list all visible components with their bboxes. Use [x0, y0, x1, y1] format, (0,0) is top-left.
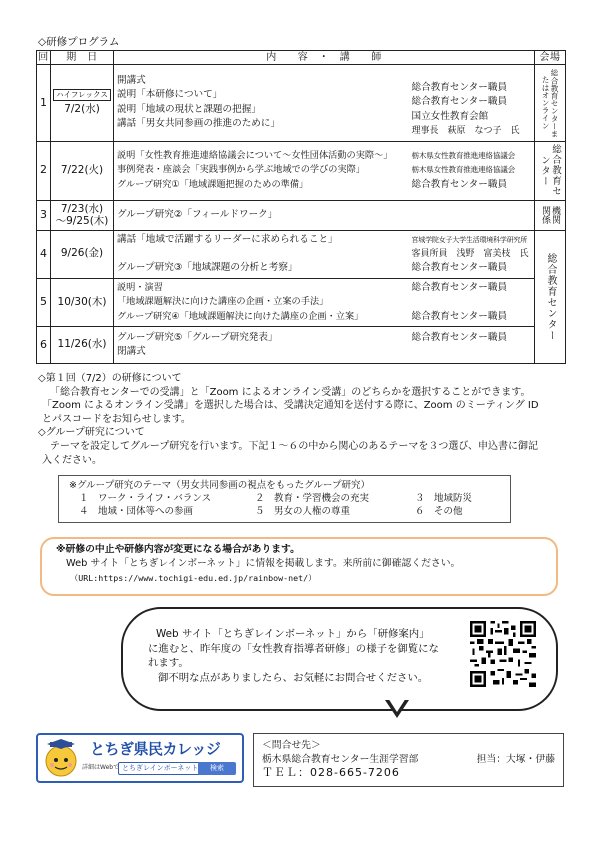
date-line: ～9/25(木) — [55, 215, 109, 228]
row-content — [114, 141, 409, 200]
lecturer-line: 栃木県女性教育推進連絡協議会 — [411, 151, 516, 161]
venue-cell-1 — [535, 65, 566, 142]
row-lecturers — [409, 278, 535, 326]
note-text: 「総合教育センターでの受講」と「Zoom によるオンライン受講」のどちらかを選択することができます。 — [50, 386, 531, 398]
lecturer-line: 総合教育センター職員 — [411, 178, 508, 190]
content-line: 事例発表・座談会「実践事例から学ぶ地域での学びの実際」 — [117, 164, 366, 176]
row-num: 6 — [37, 327, 51, 364]
qr-code-icon[interactable] — [470, 621, 536, 687]
note-heading: ◇グループ研究について — [38, 427, 145, 439]
contact-tel[interactable]: ＴＥＬ：028-665-7206 — [262, 766, 400, 779]
table-row — [37, 65, 566, 142]
note-text: テーマを設定してグループ研究を行います。下記１～６の中から関心のあるテーマを３つ選び、申込書に御記 — [50, 440, 538, 452]
header-content: 内 容 ・ 講 師 — [114, 51, 535, 65]
bubble-line: Web サイト「とちぎレインボーネット」から「研修案内」 — [156, 628, 430, 640]
header-venue: 会場 — [535, 51, 566, 65]
theme-item: ４ 地域・団体等への参画 — [79, 506, 194, 517]
row-lecturers — [409, 327, 535, 364]
table-row — [37, 278, 566, 326]
bubble-line: 御不明な点がありましたら、お気軽にお問合せください。 — [158, 671, 429, 684]
warning-url[interactable]: （URL:https://www.tochigi-edu.ed.jp/rainbow-net/） — [70, 573, 317, 583]
row-num: 4 — [37, 230, 51, 278]
logo-sub: 詳細はWebで — [82, 764, 120, 771]
venue-text: 総合教育センターまたはオンライン — [541, 68, 559, 138]
theme-item: １ ワーク・ライフ・バランス — [79, 493, 212, 504]
mascot-icon — [41, 739, 81, 779]
row-num: 2 — [37, 141, 51, 200]
lecturer-line: 客員所員 浅野 富美枝 氏 — [411, 249, 529, 260]
table-row — [37, 327, 566, 364]
row-content — [114, 230, 409, 278]
content-line: 「地域課題解決に向けた講座の企画・立案の手法」 — [117, 296, 329, 308]
venue-cell-4 — [535, 230, 566, 363]
notes-section — [38, 372, 568, 467]
note-text: 入ください。 — [42, 454, 102, 466]
lecturer-line: 理事長 萩原 なつ子 氏 — [411, 126, 520, 137]
row-date: 11/26(水) — [51, 327, 114, 364]
date-line: 7/23(水) — [60, 203, 104, 216]
lecturer-line: 総合教育センター職員 — [411, 82, 508, 93]
bubble-line: れます。 — [148, 657, 189, 669]
row-num: 5 — [37, 278, 51, 326]
venue-text: 機関関係 — [540, 206, 560, 225]
header-num: 回 — [38, 52, 49, 63]
content-line: グループ研究⑤「グループ研究発表」 — [117, 331, 278, 343]
content-line: グループ研究②「フィールドワーク」 — [117, 208, 278, 220]
contact-box — [253, 733, 564, 787]
contact-org: 栃木県総合教育センター生涯学習部 — [262, 753, 419, 765]
row-date — [51, 200, 114, 230]
kenmin-college-logo[interactable] — [36, 733, 244, 783]
content-line: 講話「地域で活躍するリーダーに求められること」 — [117, 233, 338, 245]
warning-title: ※研修の中止や研修内容が変更になる場合があります。 — [56, 544, 300, 555]
table-header-row — [37, 51, 566, 65]
warning-box — [40, 537, 558, 596]
bubble-text — [148, 627, 458, 685]
row-content — [114, 327, 409, 364]
content-line: 説明「地域の現状と課題の把握」 — [117, 103, 261, 115]
content-line: 開講式 — [117, 75, 146, 86]
content-line: グループ研究①「地域課題把握のための準備」 — [117, 178, 309, 190]
theme-item: ２ 教育・学習機会の充実 — [255, 493, 370, 504]
venue-cell-2 — [535, 141, 566, 200]
speech-bubble-tail-inner — [388, 698, 406, 712]
table-row — [37, 200, 566, 230]
program-table — [36, 50, 566, 364]
row-lecturers — [409, 65, 535, 142]
row-date: 10/30(木) — [51, 278, 114, 326]
theme-row — [69, 492, 500, 505]
row-content — [114, 200, 409, 230]
lecturer-line — [412, 295, 532, 309]
lecturer-line: 総合教育センター職員 — [411, 332, 508, 344]
theme-box — [58, 475, 511, 523]
lecturer-line: 宮城学院女子大学生活環境科学研究所 — [411, 235, 528, 244]
hybrid-badge: ハイフレックス — [53, 89, 111, 101]
content-line: 説明・演習 — [117, 281, 163, 293]
venue-text: 総合教育センター — [545, 252, 556, 341]
row-lecturers — [409, 141, 535, 200]
theme-item: ５ 男女の人権の尊重 — [255, 506, 351, 517]
rainbow-net-search-field[interactable]: とちぎレインボーネット — [118, 762, 202, 775]
contact-heading: ＜問合せ先＞ — [262, 740, 321, 751]
header-date: 期 日 — [51, 51, 114, 65]
bubble-line: に進むと、昨年度の「女性教育指導者研修」の様子を御覧にな — [148, 642, 439, 655]
lecturer-line: 総合教育センター職員 — [411, 96, 508, 108]
row-lecturers — [409, 200, 535, 230]
program-section-title: ◇研修プログラム — [38, 36, 120, 48]
note-text: 「Zoom によるオンライン受講」を選択した場合は、受講決定通知を送付する際に、Zoom のミーティング ID — [42, 400, 539, 412]
row-num: 3 — [37, 200, 51, 230]
theme-title: ※グループ研究のテーマ（男女共同参画の視点をもったグループ研究） — [69, 480, 370, 491]
content-line: グループ研究③「地域課題の分析と考察」 — [117, 262, 298, 274]
note-text: とパスコードをお知らせします。 — [42, 413, 191, 425]
theme-row — [69, 505, 500, 518]
lecturer-line: 総合教育センター職員 — [411, 262, 508, 274]
content-line: 説明「本研修について」 — [117, 89, 223, 101]
row-lecturers — [409, 230, 535, 278]
content-line: グループ研究④「地域課題解決に向けた講座の企画・立案」 — [117, 310, 364, 322]
table-row — [37, 141, 566, 200]
lecturer-line: 総合教育センター職員 — [411, 281, 508, 293]
contact-person: 担当：大塚・伊藤 — [476, 753, 555, 765]
content-line: 講話「男女共同参画の推進のために」 — [117, 118, 281, 130]
theme-item: ６ その他 — [415, 506, 463, 517]
lecturer-line: 総合教育センター職員 — [411, 310, 508, 322]
logo-title: とちぎ県民カレッジ — [90, 740, 221, 758]
lecturer-line: 国立女性教育会館 — [411, 110, 489, 122]
row-content — [114, 278, 409, 326]
table-row — [37, 230, 566, 278]
content-line — [117, 247, 406, 261]
date-text: 7/2(水) — [64, 103, 100, 116]
lecturer-line: 栃木県女性教育推進連絡協議会 — [411, 165, 516, 175]
row-date: 7/22(火) — [51, 141, 114, 200]
venue-text: 総合教育センター — [539, 144, 561, 197]
content-line: 説明「女性教育推進連絡協議会について～女性団体活動の実際～」 — [117, 150, 393, 162]
row-content — [114, 65, 409, 142]
search-button[interactable]: 検索 — [198, 762, 236, 775]
row-date — [51, 65, 114, 142]
row-num: 1 — [37, 65, 51, 142]
note-heading: ◇第１回（7/2）の研修について — [38, 373, 182, 384]
warning-body: Web サイト「とちぎレインボーネット」に情報を掲載します。来所前に御確認ください。 — [66, 558, 461, 569]
row-date: 9/26(金) — [51, 230, 114, 278]
content-line: 閉講式 — [117, 346, 146, 358]
contact-org-row — [262, 753, 555, 767]
theme-item: ３ 地域防災 — [415, 493, 473, 504]
venue-cell-3 — [535, 200, 566, 230]
